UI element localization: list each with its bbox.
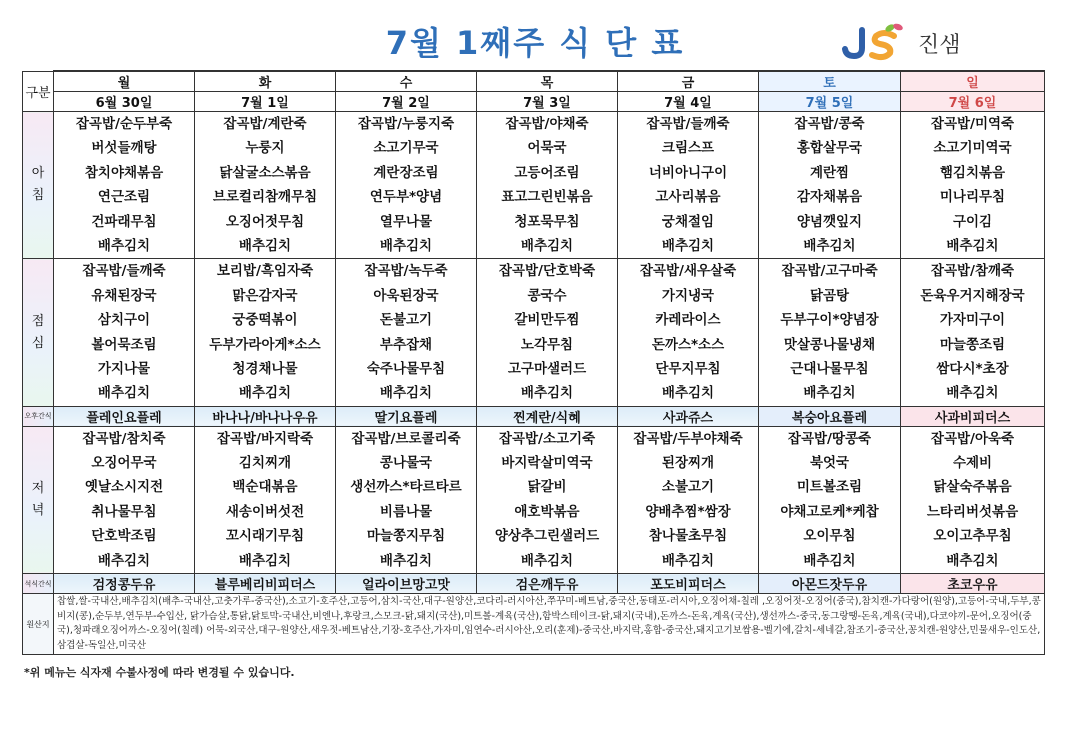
menu-item: 미트볼조림 [796,479,863,496]
menu-item: 맛살콩나물냉채 [783,336,876,353]
menu-item: 배추김치 [520,385,574,402]
menu-item: 보리밥/흑임자죽 [216,263,314,280]
lunch-cell [901,259,1045,406]
menu-item: 잡곡밥/누룽지죽 [357,116,455,132]
day-name-sunday: 일 [901,71,1045,92]
menu-item: 아욱된장국 [373,287,439,304]
menu-item: 김치찌개 [238,455,292,472]
menu-item: 열무나물 [379,213,433,230]
menu-item: 잡곡밥/아욱죽 [930,430,1015,447]
menu-item: 닭살숙주볶음 [933,479,1012,496]
menu-item: 야채고로케*케찹 [780,503,879,520]
category-label: 구분 [23,71,54,112]
breakfast-cell [477,112,618,259]
menu-item: 볼어묵조림 [91,336,157,353]
day-name: 월 [54,71,195,92]
afternoon-snack-item: 사과쥬스 [618,406,759,426]
menu-item: 홍합살무국 [796,140,863,157]
lunch-label [23,259,54,406]
breakfast-cell [195,112,336,259]
menu-item: 오징어무국 [91,455,157,472]
footnote: *위 메뉴는 식자재 수불사정에 따라 변경될 수 있습니다. [24,666,295,679]
menu-item: 배추김치 [520,552,574,569]
afternoon-snack-item: 복숭아요플레 [759,406,901,426]
lunch-cell [477,259,618,406]
menu-item: 백순대볶음 [232,479,298,496]
menu-item: 잡곡밥/단호박죽 [498,263,596,280]
menu-item: 된장찌개 [661,455,715,472]
menu-item: 소고기미역국 [933,140,1012,157]
menu-item: 잡곡밥/들깨죽 [82,263,166,280]
day-name: 화 [195,71,336,92]
menu-item: 근대나물무침 [790,360,869,377]
menu-item: 가지나물 [97,360,151,377]
night-snack-item: 블루베리비피더스 [195,574,336,594]
menu-item: 계란찜 [809,164,850,181]
menu-item: 배추김치 [661,385,715,402]
menu-item: 배추김치 [97,237,151,254]
menu-item: 잡곡밥/땅콩죽 [787,430,872,447]
menu-item: 수제비 [952,455,993,472]
menu-item: 소불고기 [661,479,715,496]
menu-item: 갈비만두찜 [514,312,580,329]
menu-item: 오이고추무침 [933,528,1012,545]
menu-item: 배추김치 [379,552,433,569]
menu-item: 너비아니구이 [648,164,728,181]
menu-item: 잡곡밥/참치죽 [82,430,166,447]
menu-item: 삼치구이 [97,312,151,329]
menu-item: 잡곡밥/두부야채죽 [633,430,743,447]
lunch-row [23,259,1045,406]
menu-item: 크림스프 [661,140,715,157]
menu-item: 숙주나물무침 [366,360,446,377]
menu-item: 배추김치 [661,552,715,569]
menu-item: 옛날소시지전 [84,479,164,496]
date-label: 6월 30일 [54,92,195,112]
menu-item: 부추잡채 [379,336,433,353]
brand-name: 진샘 [918,33,961,58]
menu-item: 닭갈비 [527,479,567,496]
origin-row [23,594,1045,655]
afternoon-snack-item: 찐계란/식혜 [477,406,618,426]
menu-item: 잡곡밥/참깨죽 [930,263,1015,280]
night-snack-item: 검정콩두유 [54,574,195,594]
afternoon-snack-item: 사과비피더스 [901,406,1045,426]
menu-item: 생선까스*타르타르 [350,479,462,496]
night-snack-item: 초코우유 [901,574,1045,594]
menu-item: 배추김치 [238,552,292,569]
menu-item: 배추김치 [97,385,151,402]
menu-item: 쌈다시*초장 [936,360,1009,377]
menu-item: 양념깻잎지 [796,213,863,230]
lunch-cell [759,259,901,406]
menu-item: 고구마샐러드 [507,360,587,377]
menu-item: 노각무침 [520,336,574,353]
menu-item: 햄김치볶음 [939,164,1006,181]
menu-item: 두부구이*양념장 [780,312,879,329]
lunch-cell [336,259,477,406]
breakfast-label [23,112,54,259]
menu-item: 양배추찜*쌈장 [645,503,731,520]
menu-item: 고등어조림 [514,164,580,181]
menu-item: 배추김치 [803,385,856,402]
breakfast-cell [54,112,195,259]
menu-item: 새송이버섯전 [225,503,305,520]
menu-item: 건파래무침 [91,213,157,230]
menu-item: 어묵국 [527,140,567,157]
menu-item: 잡곡밥/계란죽 [223,116,307,132]
dinner-cell [195,426,336,573]
menu-item: 돈육우거지해장국 [920,287,1025,304]
date-header-row [23,92,1045,112]
menu-item: 잡곡밥/미역죽 [930,116,1015,132]
menu-item: 유채된장국 [91,287,157,304]
menu-item: 연두부*양념 [369,189,443,206]
menu-item: 잡곡밥/야채죽 [505,116,589,132]
menu-item: 배추김치 [238,385,292,402]
menu-item: 가자미구이 [939,312,1006,329]
night-snack-item: 아몬드잣두유 [759,574,901,594]
menu-item: 카레라이스 [655,312,721,329]
menu-item: 마늘쫑조림 [939,336,1006,353]
date-label-sunday: 7월 6일 [901,92,1045,112]
weekly-menu-table [22,70,1045,655]
menu-item: 바지락살미역국 [501,455,593,472]
menu-item: 두부가라아게*소스 [209,336,321,353]
menu-item: 느타리버섯볶음 [926,503,1019,520]
menu-item: 표고그린빈볶음 [501,189,593,206]
menu-item: 잡곡밥/소고기죽 [498,430,596,447]
menu-item: 돈까스*소스 [651,336,725,353]
menu-item: 잡곡밥/브로콜리죽 [351,430,461,447]
night-snack-item: 검은깨두유 [477,574,618,594]
brand-logo [840,18,1000,62]
date-label: 7월 1일 [195,92,336,112]
menu-item: 구이김 [952,213,993,230]
menu-item: 참나물초무침 [648,528,728,545]
menu-item: 단무지무침 [655,360,721,377]
afternoon-snack-label: 오후간식 [23,406,54,426]
day-header-row [23,71,1045,92]
menu-item: 브로컬리참깨무침 [212,189,318,206]
dinner-row [23,426,1045,573]
menu-item: 배추김치 [803,552,856,569]
menu-item: 잡곡밥/고구마죽 [781,263,878,280]
dinner-cell [54,426,195,573]
day-name: 금 [618,71,759,92]
menu-item: 잡곡밥/새우살죽 [639,263,737,280]
menu-item: 오이무침 [803,528,856,545]
menu-item: 가지냉국 [661,287,715,304]
lunch-cell [54,259,195,406]
menu-item: 배추김치 [946,552,999,569]
js-logo-icon [840,22,906,62]
menu-item: 참치야채볶음 [84,164,164,181]
menu-item: 고사리볶음 [655,189,721,206]
menu-item: 맑은감자국 [232,287,298,304]
night-snack-row [23,574,1045,594]
menu-item: 감자채볶음 [796,189,863,206]
afternoon-snack-item: 플레인요플레 [54,406,195,426]
menu-item: 콩국수 [527,287,567,304]
menu-item: 배추김치 [97,552,151,569]
menu-item: 버섯들깨탕 [91,140,157,157]
date-label: 7월 4일 [618,92,759,112]
menu-item: 배추김치 [946,385,999,402]
menu-item: 마늘쫑지무침 [366,528,446,545]
origin-label: 원산지 [23,594,54,655]
menu-item: 궁채절임 [661,213,715,230]
night-snack-item: 포도비피더스 [618,574,759,594]
dinner-label-text: 저 녁 [31,480,45,518]
menu-item: 청경채나물 [232,360,298,377]
menu-item: 북엇국 [809,455,850,472]
day-name: 목 [477,71,618,92]
menu-item: 닭살굴소스볶음 [219,164,311,181]
dinner-cell [477,426,618,573]
date-label: 7월 2일 [336,92,477,112]
breakfast-cell [618,112,759,259]
night-snack-label: 석식간식 [23,574,54,594]
menu-item: 비름나물 [379,503,433,520]
menu-item: 오징어젓무침 [225,213,305,230]
menu-item: 돈불고기 [379,312,433,329]
breakfast-row [23,112,1045,259]
dinner-label [23,426,54,573]
menu-item: 꼬시래기무침 [225,528,305,545]
menu-item: 닭곰탕 [809,287,850,304]
menu-item: 잡곡밥/들깨죽 [646,116,730,132]
dinner-cell [901,426,1045,573]
menu-item: 양상추그린샐러드 [494,528,600,545]
menu-item: 계란장조림 [373,164,439,181]
menu-item: 애호박볶음 [514,503,580,520]
menu-item: 잡곡밥/순두부죽 [75,116,173,132]
menu-item: 취나물무침 [91,503,157,520]
menu-item: 배추김치 [379,385,433,402]
date-label: 7월 3일 [477,92,618,112]
night-snack-item: 얼라이브망고맛 [336,574,477,594]
menu-item: 미나리무침 [939,189,1006,206]
dinner-cell [618,426,759,573]
afternoon-snack-item: 딸기요플레 [336,406,477,426]
afternoon-snack-item: 바나나/바나나우유 [195,406,336,426]
menu-item: 궁중떡볶이 [232,312,298,329]
menu-item: 배추김치 [661,237,715,254]
menu-item: 누룽지 [245,140,285,157]
menu-item: 단호박조림 [91,528,157,545]
lunch-cell [618,259,759,406]
date-label-saturday: 7월 5일 [759,92,901,112]
lunch-label-text: 점 심 [31,313,45,351]
menu-item: 콩나물국 [379,455,433,472]
menu-item: 소고기무국 [373,140,439,157]
breakfast-cell [901,112,1045,259]
breakfast-cell [336,112,477,259]
dinner-cell [759,426,901,573]
menu-item: 잡곡밥/바지락죽 [216,430,314,447]
menu-item: 배추김치 [946,237,999,254]
day-name: 수 [336,71,477,92]
menu-item: 연근조림 [97,189,151,206]
menu-item: 청포묵무침 [514,213,580,230]
afternoon-snack-row [23,406,1045,426]
page-title: 7월 1째주 식 단 표 [385,24,685,62]
menu-item: 잡곡밥/녹두죽 [364,263,448,280]
menu-item: 잡곡밥/콩죽 [794,116,865,132]
menu-item: 배추김치 [379,237,433,254]
lunch-cell [195,259,336,406]
dinner-cell [336,426,477,573]
origin-text: 찹쌀,쌀-국내산,배추김치(배추-국내산,고춧가루-중국산),소고기-호주산,고등어,삼치-국산,대구-원양산,코다리-러시아산,쭈꾸미-베트남,중국산,동태포-러시아,오징어채-칠레 ,오징어젓-오징어(중국),참치캔-가다랑어(원양),고등어-국내,두부,콩비지(콩),순두부,연두부-수입산, 닭가슴살,통닭,닭토막-국내산,비엔나,후랑크,스모크-닭,돼지(국산),미트볼-계육(국산),함박스테이크-닭,돼지(국내),돈까스-돈육,계육(국산),생선까스-중국,동그랑땡-돈육,계육(국내),다코야끼-문어,오징어(중국),청파래오징어까스-오징어(칠레) 어묵-외국산,대구-원양산,새우젓-베트남산,기장-호주산,가자미,임연수-러시아산,오리(훈제)-중국산,바지락,홍합-중국산,돼지고기보쌈용-벨기에,갈치-세네갈,참조기-중국산,꽁치캔-원양산,민물새우-인도산,삼겹살-독일산,미국산 [54,594,1045,655]
breakfast-label-text: 아 침 [31,166,45,204]
breakfast-cell [759,112,901,259]
day-name-saturday: 토 [759,71,901,92]
menu-item: 배추김치 [520,237,574,254]
menu-item: 배추김치 [238,237,292,254]
menu-item: 배추김치 [803,237,856,254]
